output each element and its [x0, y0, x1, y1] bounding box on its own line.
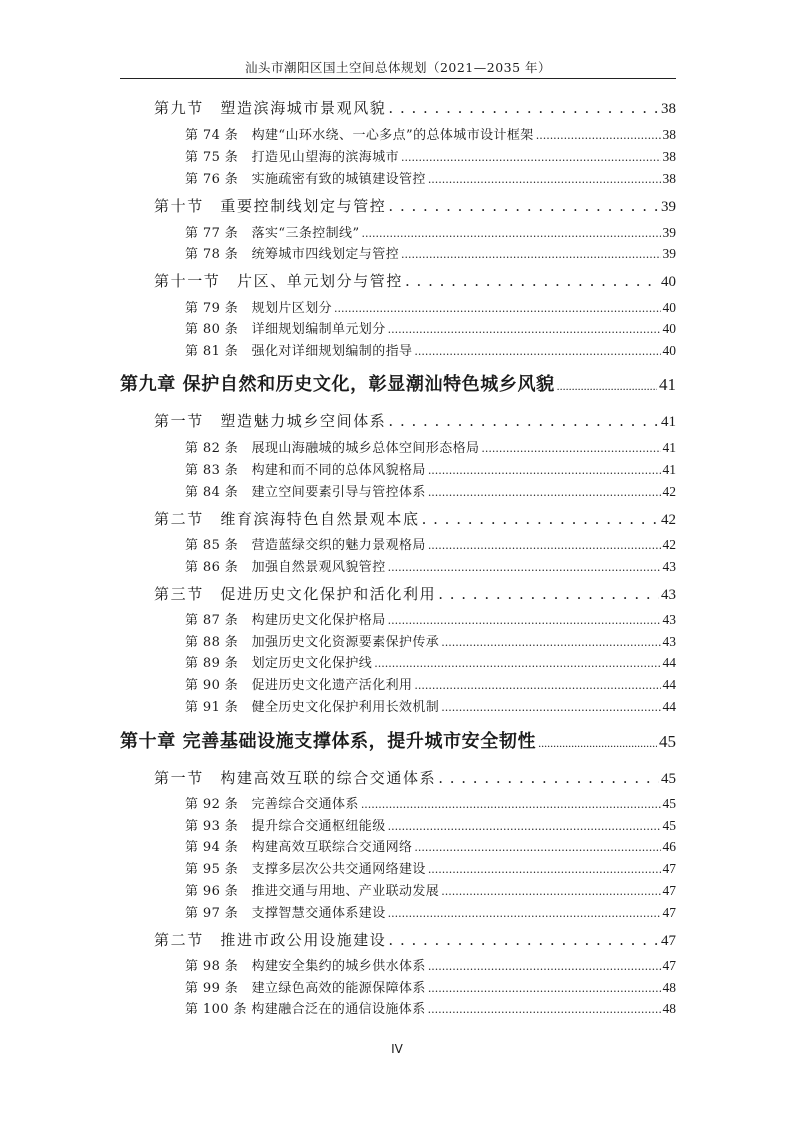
toc-entry-label: 第 87 条 构建历史文化保护格局: [185, 613, 386, 628]
toc-entry-page: 43: [661, 587, 676, 603]
toc-article-entry[interactable]: [185, 243, 676, 262]
toc-article-entry[interactable]: [185, 955, 676, 974]
toc-entry-page: 40: [661, 274, 676, 290]
toc-entry-page: 44: [662, 655, 676, 670]
toc-entry-label: 第 98 条 构建安全集约的城乡供水体系: [185, 959, 426, 974]
toc-entry-page: 44: [662, 699, 676, 714]
dot-leader: [428, 960, 661, 973]
toc-article-entry[interactable]: [185, 222, 676, 241]
dot-leader: [441, 885, 660, 898]
dot-leader: [438, 585, 659, 603]
toc-entry-page: 47: [662, 905, 676, 920]
dot-leader: [388, 99, 659, 117]
dot-leader: [388, 561, 661, 574]
toc-entry-label: 第二节 推进市政公用设施建设: [154, 931, 387, 949]
dot-leader: [428, 1003, 661, 1016]
toc-chapter-entry[interactable]: [120, 370, 676, 396]
toc-section-entry[interactable]: [154, 929, 676, 950]
toc-entry-page: 45: [662, 796, 676, 811]
toc-entry-page: 43: [662, 612, 676, 627]
toc-entry-page: 47: [662, 861, 676, 876]
toc-entry-label: 第 82 条 展现山海融城的城乡总体空间形态格局: [185, 441, 480, 456]
toc-article-entry[interactable]: [185, 459, 676, 478]
dot-leader: [428, 464, 661, 477]
toc-entry-page: 39: [662, 225, 676, 240]
toc-article-entry[interactable]: [185, 534, 676, 553]
toc-entry-page: 44: [662, 677, 676, 692]
dot-leader: [441, 701, 660, 714]
dot-leader: [405, 272, 659, 290]
toc-article-entry[interactable]: [185, 652, 676, 671]
dot-leader: [441, 636, 660, 649]
toc-entry-page: 38: [662, 149, 676, 164]
toc-entry-label: 第九节 塑造滨海城市景观风貌: [154, 99, 387, 117]
toc-section-entry[interactable]: [154, 583, 676, 604]
toc-entry-label: 第十节 重要控制线划定与管控: [154, 197, 387, 215]
toc-entry-label: 第 75 条 打造见山望海的滨海城市: [185, 150, 400, 165]
toc-entry-page: 45: [659, 732, 676, 751]
toc-section-entry[interactable]: [154, 767, 676, 788]
toc-entry-page: 48: [662, 980, 676, 995]
dot-leader: [388, 820, 661, 833]
toc-entry-label: 第 79 条 规划片区划分: [185, 301, 333, 316]
toc-entry-page: 42: [662, 484, 676, 499]
toc-article-entry[interactable]: [185, 815, 676, 834]
toc-article-entry[interactable]: [185, 880, 676, 899]
toc-entry-label: 第 89 条 划定历史文化保护线: [185, 656, 373, 671]
toc-article-entry[interactable]: [185, 674, 676, 693]
dot-leader: [401, 248, 660, 261]
page-number: IV: [391, 1042, 403, 1056]
dot-leader: [361, 798, 661, 811]
toc-entry-label: 第 97 条 支撑智慧交通体系建设: [185, 906, 386, 921]
toc-article-entry[interactable]: [185, 609, 676, 628]
dot-leader: [422, 510, 659, 528]
toc-entry-label: 第 86 条 加强自然景观风貌管控: [185, 560, 386, 575]
toc-article-entry[interactable]: [185, 146, 676, 165]
toc-entry-page: 41: [661, 414, 676, 430]
toc-entry-page: 41: [662, 462, 676, 477]
toc-entry-page: 39: [662, 246, 676, 261]
toc-entry-label: 第一节 构建高效互联的综合交通体系: [154, 769, 437, 787]
toc-entry-label: 第二节 维育滨海特色自然景观本底: [154, 510, 420, 528]
toc-entry-page: 41: [662, 440, 676, 455]
toc-entry-page: 38: [662, 171, 676, 186]
toc-entry-page: 45: [662, 818, 676, 833]
toc-section-entry[interactable]: [154, 97, 676, 118]
toc-article-entry[interactable]: [185, 858, 676, 877]
dot-leader: [388, 614, 661, 627]
dot-leader: [428, 539, 661, 552]
toc-article-entry[interactable]: [185, 481, 676, 500]
toc-entry-page: 40: [662, 343, 676, 358]
dot-leader: [428, 863, 661, 876]
dot-leader: [388, 412, 659, 430]
toc-article-entry[interactable]: [185, 836, 676, 855]
toc-entry-page: 46: [662, 839, 676, 854]
dot-leader: [414, 679, 660, 692]
toc-entry-page: 42: [661, 512, 676, 528]
toc-entry-page: 43: [662, 559, 676, 574]
toc-entry-label: 第九章 保护自然和历史文化，彰显潮汕特色城乡风貌: [120, 374, 555, 395]
toc-entry-label: 第 93 条 提升综合交通枢纽能级: [185, 819, 386, 834]
toc-article-entry[interactable]: [185, 168, 676, 187]
dot-leader: [557, 379, 657, 394]
toc-article-entry[interactable]: [185, 977, 676, 996]
dot-leader: [362, 227, 661, 240]
toc-section-entry[interactable]: [154, 195, 676, 216]
toc-entry-page: 40: [662, 321, 676, 336]
dot-leader: [538, 736, 657, 751]
toc-section-entry[interactable]: [154, 508, 676, 529]
toc-entry-label: 第一节 塑造魅力城乡空间体系: [154, 412, 387, 430]
toc-entry-page: 38: [662, 127, 676, 142]
toc-entry-label: 第 90 条 促进历史文化遗产活化利用: [185, 678, 413, 693]
toc-entry-page: 48: [662, 1001, 676, 1016]
dot-leader: [374, 657, 660, 670]
dot-leader: [388, 931, 659, 949]
toc-entry-page: 42: [662, 537, 676, 552]
toc-entry-label: 第十章 完善基础设施支撑体系，提升城市安全韧性: [120, 731, 537, 752]
toc-entry-label: 第十一节 片区、单元划分与管控: [154, 272, 404, 290]
toc-entry-label: 第 96 条 推进交通与用地、产业联动发展: [185, 884, 440, 899]
dot-leader: [481, 442, 660, 455]
toc-entry-label: 第 100 条 构建融合泛在的通信设施体系: [185, 1002, 426, 1017]
dot-leader: [428, 486, 661, 499]
toc-article-entry[interactable]: [185, 340, 676, 359]
dot-leader: [536, 129, 661, 142]
toc-entry-label: 第 83 条 构建和而不同的总体风貌格局: [185, 463, 426, 478]
toc-entry-label: 第 77 条 落实“三条控制线”: [185, 226, 360, 241]
toc-article-entry[interactable]: [185, 793, 676, 812]
toc-entry-label: 第 95 条 支撑多层次公共交通网络建设: [185, 862, 426, 877]
toc-entry-page: 38: [661, 101, 676, 117]
running-header: 汕头市潮阳区国土空间总体规划（2021—2035 年）: [244, 60, 552, 75]
toc-article-entry[interactable]: [185, 556, 676, 575]
toc-entry-label: 第 99 条 建立绿色高效的能源保障体系: [185, 981, 426, 996]
toc-entry-label: 第 85 条 营造蓝绿交织的魅力景观格局: [185, 538, 426, 553]
dot-leader: [414, 841, 660, 854]
toc-entry-label: 第 78 条 统筹城市四线划定与管控: [185, 247, 400, 262]
dot-leader: [388, 323, 661, 336]
toc-chapter-entry[interactable]: [120, 727, 676, 753]
dot-leader: [438, 769, 659, 787]
toc-entry-label: 第 92 条 完善综合交通体系: [185, 797, 359, 812]
header-rule: [120, 78, 676, 79]
toc-entry-page: 45: [661, 771, 676, 787]
toc-entry-label: 第 84 条 建立空间要素引导与管控体系: [185, 485, 426, 500]
toc-entry-page: 47: [661, 933, 676, 949]
toc-entry-label: 第 91 条 健全历史文化保护利用长效机制: [185, 700, 440, 715]
toc-entry-label: 第 94 条 构建高效互联综合交通网络: [185, 840, 413, 855]
toc-entry-page: 39: [661, 199, 676, 215]
toc-entry-page: 43: [662, 634, 676, 649]
toc-article-entry[interactable]: [185, 696, 676, 715]
toc-section-entry[interactable]: [154, 410, 676, 431]
toc-entry-label: 第 76 条 实施疏密有致的城镇建设管控: [185, 172, 426, 187]
dot-leader: [388, 907, 661, 920]
toc-entry-page: 40: [662, 300, 676, 315]
toc-entry-label: 第 81 条 强化对详细规划编制的指导: [185, 344, 413, 359]
toc-entry-label: 第 74 条 构建“山环水绕、一心多点”的总体城市设计框架: [185, 128, 534, 143]
toc-section-entry[interactable]: [154, 270, 676, 291]
dot-leader: [388, 197, 659, 215]
toc-article-entry[interactable]: [185, 998, 676, 1017]
dot-leader: [428, 173, 661, 186]
toc-entry-label: 第 80 条 详细规划编制单元划分: [185, 322, 386, 337]
toc-article-entry[interactable]: [185, 318, 676, 337]
toc-entry-page: 47: [662, 958, 676, 973]
dot-leader: [401, 151, 660, 164]
toc-article-entry[interactable]: [185, 124, 676, 143]
toc-article-entry[interactable]: [185, 902, 676, 921]
dot-leader: [414, 345, 660, 358]
toc-entry-label: 第三节 促进历史文化保护和活化利用: [154, 585, 437, 603]
toc-entry-page: 47: [662, 883, 676, 898]
toc-entry-page: 41: [659, 375, 676, 394]
toc-article-entry[interactable]: [185, 631, 676, 650]
dot-leader: [334, 302, 660, 315]
toc-article-entry[interactable]: [185, 437, 676, 456]
toc-article-entry[interactable]: [185, 297, 676, 316]
dot-leader: [428, 982, 661, 995]
toc-entry-label: 第 88 条 加强历史文化资源要素保护传承: [185, 635, 440, 650]
